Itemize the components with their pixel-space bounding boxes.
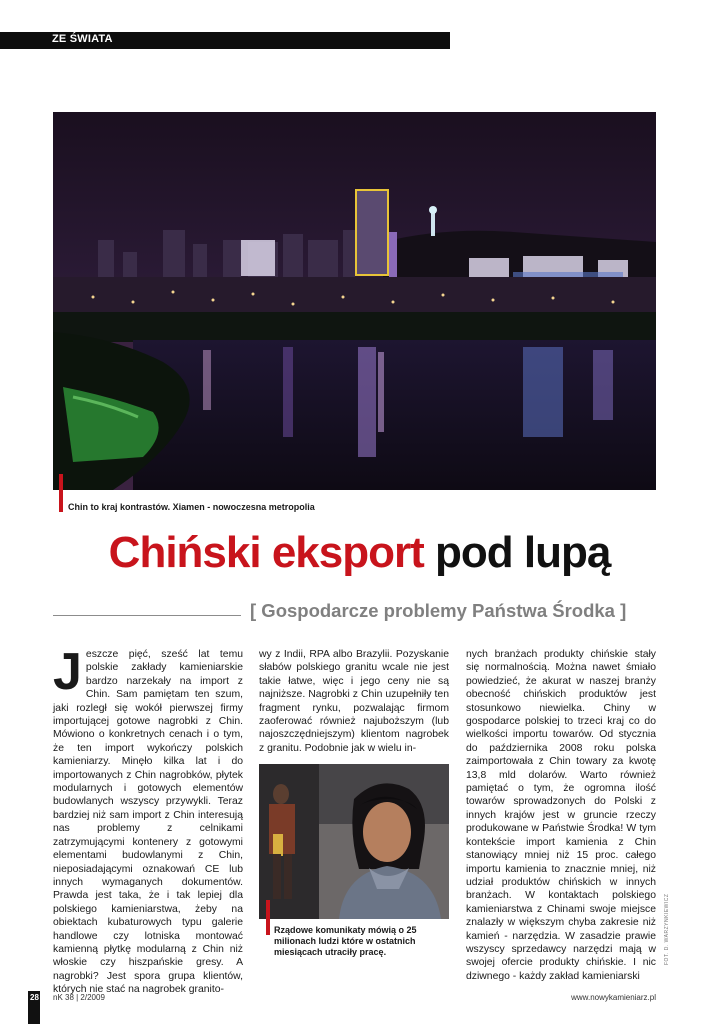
article-column-3 [466,648,656,983]
subtitle-rule [53,615,241,616]
caption-marker [59,474,63,512]
small-caption-marker [266,900,270,935]
main-photo-caption: Chin to kraj kontrastów. Xiamen - nowoczesna metropolia [68,502,315,512]
section-label: ZE ŚWIATA [52,33,113,45]
article-title [0,528,719,578]
article-column-1 [53,643,243,997]
woman-portrait-photo [259,764,449,919]
small-photo-caption: Rządowe komunikaty mówią o 25 milionach ludzi które w ostatnich miesiącach utraciły pracę. [274,925,417,957]
xiamen-night-photo [53,112,656,490]
article-subtitle: [ Gospodarcze problemy Państwa Środka ] [250,600,627,621]
photo-credit: FOT. D. WARZYNKIEWICZ [664,893,670,965]
column-1-text: eszcze pięć, sześć lat temu polskie zakłady kamieniarskie bardzo narzekały na import z Chin. Sam pamiętam ten szum, jaki rozległ się wokół pierwszej firmy importującej gotowe nagrobki z Chin. Mówiono o konkretnych cenach i o tym, że ten import wykończy polskich kamieniarzy. Minęło kilka lat i do importowanych z Chin nagrobków, płytek modularnych i gotowych elementów budowlanych wszyscy przywykli. Teraz bardziej niż sam import z Chin interesują nas problemy z celnikami zatrzymującymi kontenery z gotowymi elementami budowlanymi z Chin, nieposiadającymi oznakowań CE lub innych wymaganych dokumentów. Prawda jest taka, że i tak lepiej dla polskiego kamieniarstwa, żeby na obiektach kubaturowych typu galerie handlowe czy lotniska montować kamienną płytkę modularną z Chin niż włoskie czy hiszpańskie gresy. A nagrobki? Jest spora grupa klientów, których nie stać na nagrobek granito- [53,649,243,996]
title-dark-part: pod lupą [435,528,611,577]
website-link[interactable]: www.nowykamieniarz.pl [571,993,656,1002]
issue-info: nK 38 | 2/2009 [53,993,105,1002]
section-header-bar [0,32,450,49]
column-2-text: wy z Indii, RPA albo Brazylii. Pozyskanie słabów polskiego granitu wcale nie jest takie łatwe, więc i jego ceny nie są najniższe. Nagrobki z Chin uzupełniły ten fragment rynku, pozwalając firmom zaoferować również najuboższym (lub najoszczędniejszym) klientom nagrobek z granitu. Podobnie jak w wielu in- [259,649,449,754]
page-number: 28 [30,993,39,1002]
drop-cap: J [53,643,82,701]
article-column-2 [259,648,449,755]
column-3-text: nych branżach produkty chińskie stały się normalnością. Można nawet śmiało powiedzieć, że akurat w naszej branży obecność chińskich produktów jest stosunkowo niewielka. Chiny w gospodarce polskiej to trzeci kraj co do wielkości importu towarów. Od stycznia do października 2008 roku polska zaimportowała z Chin towary za kwotę 13,8 mld dolarów. Warto również pamiętać o tym, że ogromna ilość towarów sprowadzonych do Polski z innych krajów jest w gruncie rzeczy produkowane w Państwie Środka! W tym kontekście import kamienia z Chin stanowiący mniej niż 15 proc. całego importu kamienia to znacznie mniej, niż udział produktów chińskich w innych branżach. W kontaktach polskiego kamieniarstwa z Chinami swoje miejsce znalazły w większym chyba zakresie niż kamień - narzędzia. W zasadzie prawie wszyscy sprzedawcy narzędzi mają w swojej ofercie produkty chińskie. I nic dziwnego - każdy zakład kamieniarski [466,649,656,982]
title-red-part: Chiński eksport [108,528,424,577]
